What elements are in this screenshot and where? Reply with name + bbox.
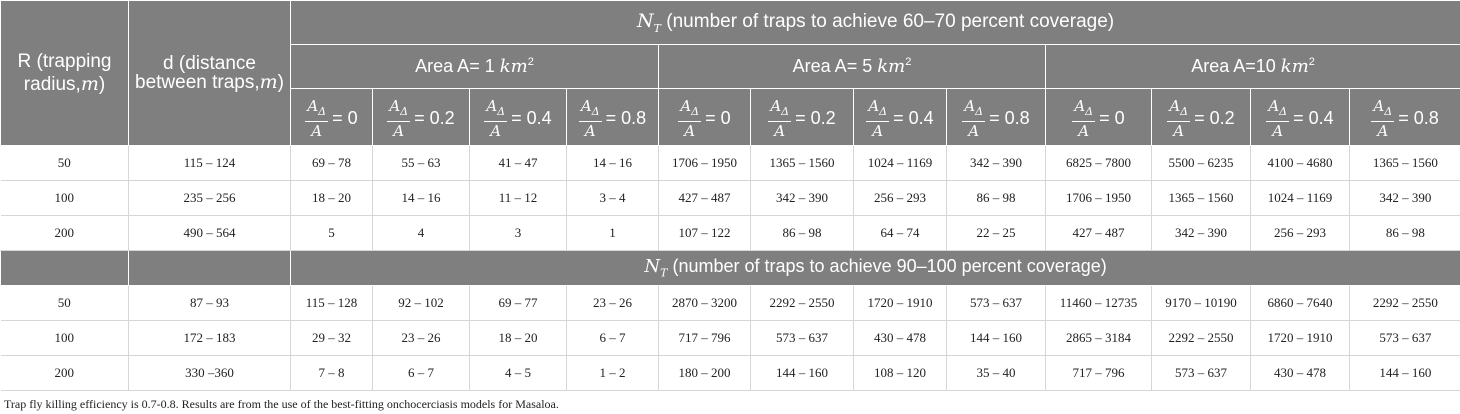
radius-cell: 50 <box>1 286 129 321</box>
trap-count-cell: 717 – 796 <box>659 321 751 356</box>
trap-count-cell: 717 – 796 <box>1046 356 1152 391</box>
trap-count-cell: 69 – 78 <box>291 146 373 181</box>
distance-cell: 490 – 564 <box>129 216 291 251</box>
distance-cell: 330 –360 <box>129 356 291 391</box>
section-separator <box>1 251 1460 286</box>
trap-count-cell: 1720 – 1910 <box>1251 321 1350 356</box>
trap-count-cell: 86 – 98 <box>1350 216 1460 251</box>
table-row <box>1 286 1460 321</box>
trap-count-cell: 430 – 478 <box>854 321 947 356</box>
trap-count-cell: 9170 – 10190 <box>1152 286 1251 321</box>
trap-count-cell: 144 – 160 <box>751 356 854 391</box>
ratio-header: $\frac{A_\Delta}{A}$ = 0 <box>659 89 751 146</box>
trap-count-cell: 5500 – 6235 <box>1152 146 1251 181</box>
trap-count-cell: 1365 – 1560 <box>1350 146 1460 181</box>
trap-count-cell: 22 – 25 <box>947 216 1046 251</box>
trap-count-cell: 342 – 390 <box>947 146 1046 181</box>
radius-cell: 200 <box>1 356 129 391</box>
trap-count-cell: 5 <box>291 216 373 251</box>
ratio-header: $\frac{A_\Delta}{A}$ = 0.8 <box>567 89 659 146</box>
trap-count-cell: 342 – 390 <box>1152 216 1251 251</box>
trap-count-cell: 573 – 637 <box>751 321 854 356</box>
trap-count-cell: 108 – 120 <box>854 356 947 391</box>
area-header-1: Area A= 1 $km^2$ <box>291 45 659 89</box>
ratio-header: $\frac{A_\Delta}{A}$ = 0.8 <box>947 89 1046 146</box>
trap-count-cell: 6860 – 7640 <box>1251 286 1350 321</box>
ratio-header: $\frac{A_\Delta}{A}$ = 0 <box>1046 89 1152 146</box>
trap-count-cell: 29 – 32 <box>291 321 373 356</box>
ratio-header: $\frac{A_\Delta}{A}$ = 0.2 <box>751 89 854 146</box>
trap-count-cell: 18 – 20 <box>470 321 567 356</box>
trap-count-cell: 92 – 102 <box>373 286 470 321</box>
trap-count-cell: 2870 – 3200 <box>659 286 751 321</box>
trap-count-cell: 2865 – 3184 <box>1046 321 1152 356</box>
trap-count-cell: 1706 – 1950 <box>659 146 751 181</box>
section-60-70-body <box>1 146 1460 251</box>
separator-blank-r <box>1 251 129 286</box>
trap-count-cell: 35 – 40 <box>947 356 1046 391</box>
table-row <box>1 146 1460 181</box>
trap-count-cell: 430 – 478 <box>1251 356 1350 391</box>
radius-cell: 100 <box>1 321 129 356</box>
ratio-header: $\frac{A_\Delta}{A}$ = 0.2 <box>373 89 470 146</box>
trap-count-cell: 4 – 5 <box>470 356 567 391</box>
ratio-header: $\frac{A_\Delta}{A}$ = 0.8 <box>1350 89 1460 146</box>
section-90-100-body <box>1 286 1460 391</box>
trap-count-cell: 86 – 98 <box>947 181 1046 216</box>
trap-count-cell: 1 <box>567 216 659 251</box>
trap-count-cell: 2292 – 2550 <box>751 286 854 321</box>
trap-count-cell: 55 – 63 <box>373 146 470 181</box>
trap-count-cell: 107 – 122 <box>659 216 751 251</box>
trap-count-cell: 1365 – 1560 <box>1152 181 1251 216</box>
trap-count-cell: 2292 – 2550 <box>1350 286 1460 321</box>
trap-count-cell: 342 – 390 <box>1350 181 1460 216</box>
trap-count-cell: 144 – 160 <box>947 321 1046 356</box>
trap-count-cell: 11 – 12 <box>470 181 567 216</box>
table-row <box>1 181 1460 216</box>
trap-count-cell: 1 – 2 <box>567 356 659 391</box>
distance-cell: 87 – 93 <box>129 286 291 321</box>
trap-count-cell: 23 – 26 <box>567 286 659 321</box>
trap-count-cell: 1720 – 1910 <box>854 286 947 321</box>
trap-count-cell: 4100 – 4680 <box>1251 146 1350 181</box>
trap-count-cell: 11460 – 12735 <box>1046 286 1152 321</box>
nt-header-90-100: $N_T$ (number of traps to achieve 90–100 percent coverage) <box>291 251 1460 286</box>
trap-count-cell: 256 – 293 <box>1251 216 1350 251</box>
trap-count-cell: 115 – 128 <box>291 286 373 321</box>
distance-cell: 235 – 256 <box>129 181 291 216</box>
trap-count-cell: 3 <box>470 216 567 251</box>
table-row <box>1 216 1460 251</box>
trap-count-cell: 342 – 390 <box>751 181 854 216</box>
r-column-header: R (trapping radius,m) <box>1 1 129 146</box>
trap-count-cell: 64 – 74 <box>854 216 947 251</box>
table-row <box>1 356 1460 391</box>
trap-count-cell: 4 <box>373 216 470 251</box>
ratio-header: $\frac{A_\Delta}{A}$ = 0.4 <box>470 89 567 146</box>
trap-count-cell: 2292 – 2550 <box>1152 321 1251 356</box>
trap-count-cell: 1024 – 1169 <box>854 146 947 181</box>
trap-count-cell: 86 – 98 <box>751 216 854 251</box>
trap-count-cell: 14 – 16 <box>373 181 470 216</box>
radius-cell: 100 <box>1 181 129 216</box>
trap-count-cell: 69 – 77 <box>470 286 567 321</box>
trap-count-cell: 14 – 16 <box>567 146 659 181</box>
trap-count-cell: 573 – 637 <box>1152 356 1251 391</box>
trap-count-cell: 23 – 26 <box>373 321 470 356</box>
area-header-10: Area A=10 $km^2$ <box>1046 45 1460 89</box>
trap-count-cell: 3 – 4 <box>567 181 659 216</box>
distance-cell: 115 – 124 <box>129 146 291 181</box>
ratio-header: $\frac{A_\Delta}{A}$ = 0 <box>291 89 373 146</box>
trap-count-cell: 427 – 487 <box>1046 216 1152 251</box>
trap-count-cell: 1024 – 1169 <box>1251 181 1350 216</box>
radius-cell: 200 <box>1 216 129 251</box>
radius-cell: 50 <box>1 146 129 181</box>
trap-count-cell: 7 – 8 <box>291 356 373 391</box>
trap-count-cell: 18 – 20 <box>291 181 373 216</box>
trap-count-cell: 1365 – 1560 <box>751 146 854 181</box>
trap-count-cell: 6 – 7 <box>373 356 470 391</box>
trap-count-cell: 6 – 7 <box>567 321 659 356</box>
trap-count-cell: 41 – 47 <box>470 146 567 181</box>
ratio-header: $\frac{A_\Delta}{A}$ = 0.4 <box>854 89 947 146</box>
nt-header-60-70: $N_T$ (number of traps to achieve 60–70 percent coverage) <box>291 1 1460 45</box>
trap-count-cell: 1706 – 1950 <box>1046 181 1152 216</box>
area-header-5: Area A= 5 $km^2$ <box>659 45 1046 89</box>
trap-count-cell: 427 – 487 <box>659 181 751 216</box>
d-column-header: d (distance between traps,m) <box>129 1 291 146</box>
trap-count-cell: 573 – 637 <box>947 286 1046 321</box>
table-row <box>1 321 1460 356</box>
separator-blank-d <box>129 251 291 286</box>
trap-count-cell: 573 – 637 <box>1350 321 1460 356</box>
trap-count-cell: 180 – 200 <box>659 356 751 391</box>
table-footnote: Trap fly killing efficiency is 0.7-0.8. Results are from the use of the best-fitting onchocerciasis models for Masaloa. <box>4 397 559 411</box>
trap-count-cell: 6825 – 7800 <box>1046 146 1152 181</box>
trap-count-cell: 144 – 160 <box>1350 356 1460 391</box>
ratio-header: $\frac{A_\Delta}{A}$ = 0.2 <box>1152 89 1251 146</box>
trap-count-cell: 256 – 293 <box>854 181 947 216</box>
ratio-header: $\frac{A_\Delta}{A}$ = 0.4 <box>1251 89 1350 146</box>
distance-cell: 172 – 183 <box>129 321 291 356</box>
